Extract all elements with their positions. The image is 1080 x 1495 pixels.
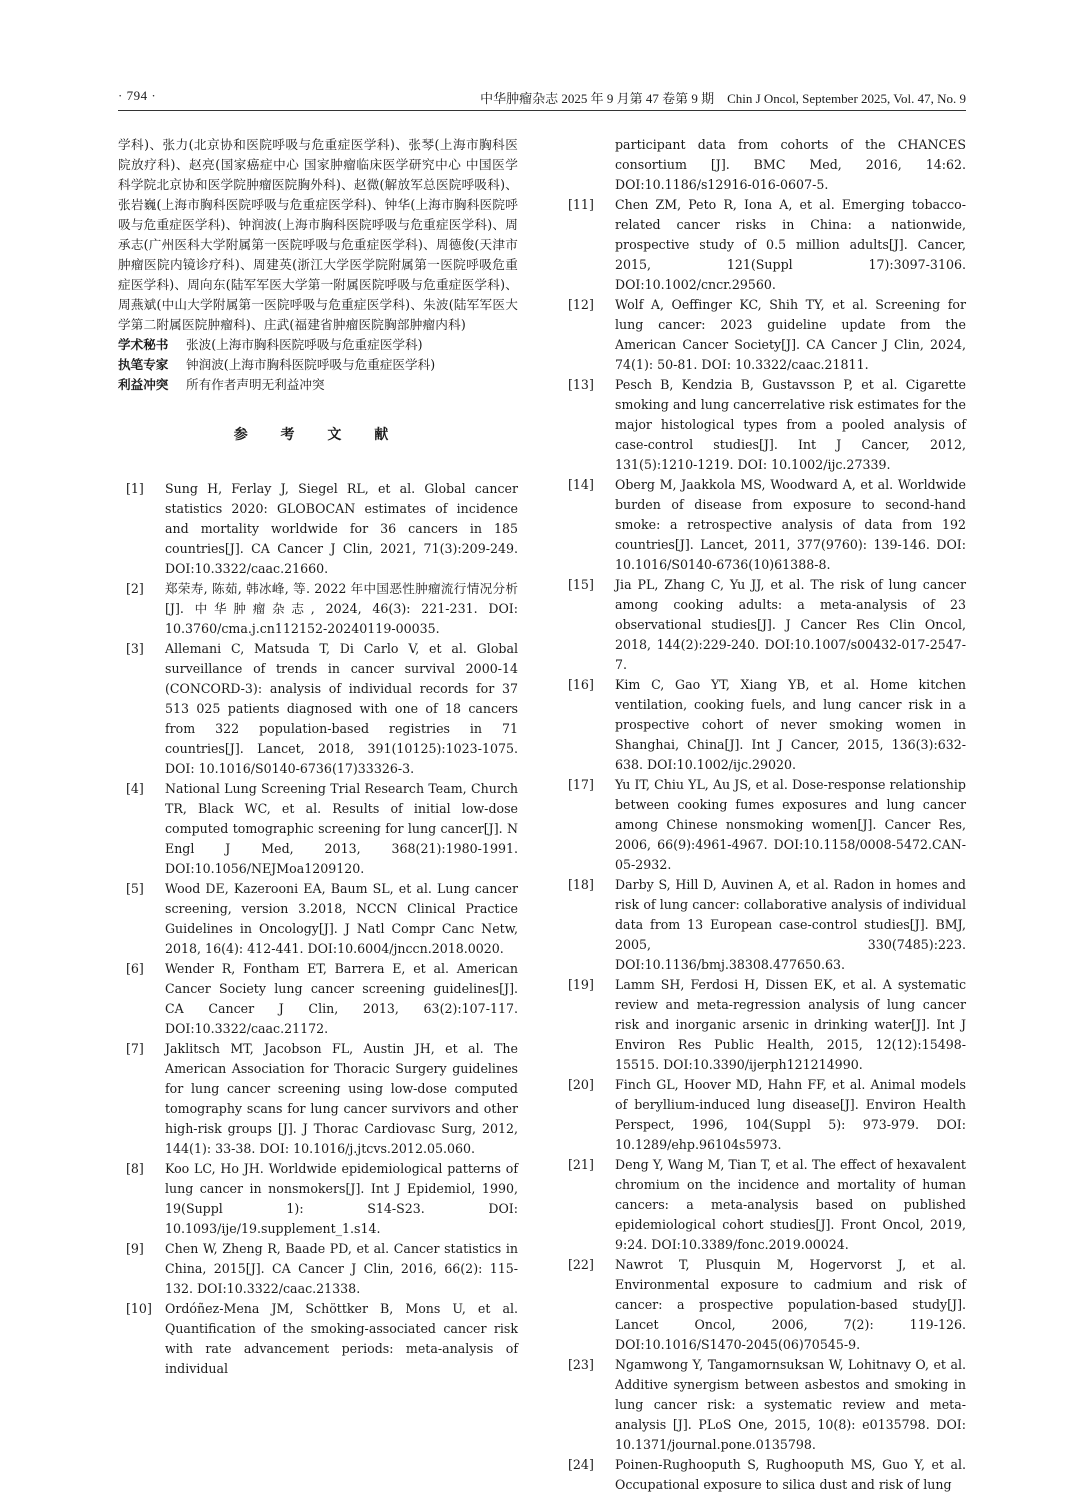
reference-item	[118, 479, 518, 579]
reference-number: [15]	[568, 577, 594, 592]
reference-item	[118, 879, 518, 959]
reference-text: Wood DE, Kazerooni EA, Baum SL, et al. Lung cancer screening, version 3.2018, NCCN Clinical Practice Guidelines in Oncology[J]. J Natl Compr Canc Netw, 2018, 16(4): 412-441. DOI:10.6004/jnccn.2018.0020.	[165, 881, 518, 956]
role-value: 钟润波(上海市胸科医院呼吸与危重症医学科)	[186, 357, 436, 372]
references-heading: 参 考 文 献	[233, 427, 403, 443]
reference-text: Chen W, Zheng R, Baade PD, et al. Cancer statistics in China, 2015[J]. CA Cancer J Clin, 2016, 66(2): 115-132. DOI:10.3322/caac.21338.	[165, 1241, 518, 1296]
reference-number: [19]	[568, 977, 594, 992]
reference-number: [4]	[126, 781, 144, 796]
reference-text: Lamm SH, Ferdosi H, Dissen EK, et al. A systematic review and meta-regression analysis of lung cancer risk and inorganic arsenic in drinking water[J]. Int J Environ Res Public Health, 2015, 12(12):15498-15515. DOI:10.3390/ijerph121214990.	[615, 977, 966, 1072]
role-row	[118, 335, 518, 355]
reference-number: [3]	[126, 641, 144, 656]
reference-text: Poinen-Rughooputh S, Rughooputh MS, Guo Y, et al. Occupational exposure to silica dust and risk of lung	[615, 1457, 966, 1492]
reference-item	[568, 975, 966, 1075]
right-references	[568, 195, 966, 1495]
reference-item	[118, 1039, 518, 1159]
reference-item	[568, 1255, 966, 1355]
reference-number: [13]	[568, 377, 594, 392]
reference-item	[568, 1075, 966, 1155]
committee-members: 学科)、张力(北京协和医院呼吸与危重症医学科)、张琴(上海市胸科医院放疗科)、赵亮(国家癌症中心 国家肿瘤临床医学研究中心 中国医学科学院北京协和医学院肿瘤医院胸外科)、赵微(解放军总医院呼吸科)、张岩巍(上海市胸科医院呼吸与危重症医学科)、钟华(上海市胸科医院呼吸与危重症医学科)、钟润波(上海市胸科医院呼吸与危重症医学科)、周承志(广州医科大学附属第一医院呼吸与危重症医学科)、周德俊(天津市肿瘤医院内镜诊疗科)、周建英(浙江大学医学院附属第一医院呼吸危重症医学科)、周向东(陆军军医大学第一附属医院呼吸与危重症医学科)、周燕斌(中山大学附属第一医院呼吸与危重症医学科)、朱波(陆军军医大学第二附属医院肿瘤科)、庄武(福建省肿瘤医院胸部肿瘤内科)	[118, 137, 518, 332]
reference-number: [9]	[126, 1241, 144, 1256]
reference-item	[118, 579, 518, 639]
running-header	[118, 86, 966, 110]
reference-item	[118, 1299, 518, 1379]
right-column	[568, 135, 966, 1495]
reference-item	[118, 1239, 518, 1299]
reference-item	[568, 675, 966, 775]
reference-item	[118, 959, 518, 1039]
reference-number: [10]	[126, 1301, 152, 1316]
role-label: 执笔专家	[118, 357, 169, 372]
reference-number: [8]	[126, 1161, 144, 1176]
reference-number: [18]	[568, 877, 594, 892]
header-rule	[118, 110, 966, 111]
reference-text: Yu IT, Chiu YL, Au JS, et al. Dose-response relationship between cooking fumes exposures and lung cancer among Chinese nonsmoking women[J]. Cancer Res, 2006, 66(9):4961-4967. DOI:10.1158/0008-5472.CAN-05-2932.	[615, 777, 966, 872]
reference-item	[568, 1455, 966, 1495]
reference-item	[118, 1159, 518, 1239]
reference-number: [20]	[568, 1077, 594, 1092]
reference-text: Jia PL, Zhang C, Yu JJ, et al. The risk of lung cancer among cooking adults: a meta-analysis of 23 observational studies[J]. J Cancer Res Clin Oncol, 2018, 144(2):229-240. DOI:10.1007/s00432-017-2547-7.	[615, 577, 966, 672]
journal-citation: 中华肿瘤杂志 2025 年 9 月第 47 卷第 9 期 Chin J Oncol, September 2025, Vol. 47, No. 9	[480, 91, 966, 106]
reference-number: [14]	[568, 477, 594, 492]
reference-number: [17]	[568, 777, 594, 792]
role-label: 利益冲突	[118, 377, 169, 392]
roles-list	[118, 335, 518, 395]
reference-text: Wolf A, Oeffinger KC, Shih TY, et al. Screening for lung cancer: 2023 guideline update from the American Cancer Society[J]. CA Cancer J Clin, 2024, 74(1): 50-81. DOI: 10.3322/caac.21811.	[615, 297, 966, 372]
reference-number: [12]	[568, 297, 594, 312]
reference-number: [23]	[568, 1357, 594, 1372]
reference-item	[568, 775, 966, 875]
reference-number: [11]	[568, 197, 594, 212]
left-column	[118, 135, 518, 1379]
role-row	[118, 355, 518, 375]
reference-text: Koo LC, Ho JH. Worldwide epidemiological patterns of lung cancer in nonsmokers[J]. Int J Epidemiol, 1990, 19(Suppl 1): S14-S23. DOI: 10.1093/ije/19.supplement_1.s14.	[165, 1161, 518, 1236]
role-value: 张波(上海市胸科医院呼吸与危重症医学科)	[186, 337, 423, 352]
reference-text: Jaklitsch MT, Jacobson FL, Austin JH, et al. The American Association for Thoracic Surgery guidelines for lung cancer screening using low-dose computed tomography scans for lung cancer survivors and other high-risk groups [J]. J Thorac Cardiovasc Surg, 2012, 144(1): 33-38. DOI: 10.1016/j.jtcvs.2012.05.060.	[165, 1041, 518, 1156]
reference-item	[568, 1355, 966, 1455]
left-references	[118, 479, 518, 1379]
reference-item	[568, 475, 966, 575]
reference-number: [22]	[568, 1257, 594, 1272]
reference-text: National Lung Screening Trial Research Team, Church TR, Black WC, et al. Results of initial low-dose computed tomographic screening for lung cancer[J]. N Engl J Med, 2013, 368(21):1980-1991. DOI:10.1056/NEJMoa1209120.	[165, 781, 518, 876]
reference-continuation: participant data from cohorts of the CHANCES consortium [J]. BMC Med, 2016, 14:62. DOI:10.1186/s12916-016-0607-5.	[615, 137, 966, 192]
reference-text: Ngamwong Y, Tangamornsuksan W, Lohitnavy O, et al. Additive synergism between asbestos and smoking in lung cancer risk: a systematic review and meta-analysis [J]. PLoS One, 2015, 10(8): e0135798. DOI: 10.1371/journal.pone.0135798.	[615, 1357, 966, 1452]
role-label: 学术秘书	[118, 337, 169, 352]
role-row	[118, 375, 518, 395]
reference-number: [2]	[126, 581, 144, 596]
reference-item	[118, 639, 518, 779]
reference-text: Sung H, Ferlay J, Siegel RL, et al. Global cancer statistics 2020: GLOBOCAN estimates of incidence and mortality worldwide for 36 cancers in 185 countries[J]. CA Cancer J Clin, 2021, 71(3):209-249. DOI:10.3322/caac.21660.	[165, 481, 518, 576]
reference-text: Deng Y, Wang M, Tian T, et al. The effect of hexavalent chromium on the incidence and mortality of human cancers: a meta-analysis based on published epidemiological cohort studies[J]. Front Oncol, 2019, 9:24. DOI:10.3389/fonc.2019.00024.	[615, 1157, 966, 1252]
role-value: 所有作者声明无利益冲突	[186, 377, 325, 392]
reference-text: 郑荣寿, 陈茹, 韩冰峰, 等. 2022 年中国恶性肿瘤流行情况分析 [J]. 中华肿瘤杂志, 2024, 46(3): 221-231. DOI: 10.3760/cma.j.cn112152-20240119-00035.	[165, 581, 518, 636]
reference-text: Wender R, Fontham ET, Barrera E, et al. American Cancer Society lung cancer screening guidelines[J]. CA Cancer J Clin, 2013, 63(2):107-117. DOI:10.3322/caac.21172.	[165, 961, 518, 1036]
reference-text: Pesch B, Kendzia B, Gustavsson P, et al. Cigarette smoking and lung cancerrelative risk estimates for the major histological types from a pooled analysis of case-control studies[J]. Int J Cancer, 2012, 131(5):1210-1219. DOI: 10.1002/ijc.27339.	[615, 377, 966, 472]
reference-item	[568, 1155, 966, 1255]
reference-text: Darby S, Hill D, Auvinen A, et al. Radon in homes and risk of lung cancer: collaborative analysis of individual data from 13 European case-control studies[J]. BMJ, 2005, 330(7485):223. DOI:10.1136/bmj.38308.477650.63.	[615, 877, 966, 972]
page-number: · 794 ·	[118, 88, 157, 103]
reference-text: Chen ZM, Peto R, Iona A, et al. Emerging tobacco-related cancer risks in China: a nationwide, prospective study of 0.5 million adults[J]. Cancer, 2015, 121(Suppl 17):3097-3106. DOI:10.1002/cncr.29560.	[615, 197, 966, 292]
reference-item	[568, 575, 966, 675]
reference-number: [6]	[126, 961, 144, 976]
reference-number: [21]	[568, 1157, 594, 1172]
reference-number: [16]	[568, 677, 594, 692]
reference-item	[568, 195, 966, 295]
reference-item	[568, 295, 966, 375]
reference-text: Ordóñez-Mena JM, Schöttker B, Mons U, et al. Quantification of the smoking-associated cancer risk with rate advancement periods: meta-analysis of individual	[165, 1301, 518, 1376]
reference-number: [5]	[126, 881, 144, 896]
reference-item	[568, 375, 966, 475]
reference-number: [7]	[126, 1041, 144, 1056]
reference-item	[118, 779, 518, 879]
reference-text: Nawrot T, Plusquin M, Hogervorst J, et al. Environmental exposure to cadmium and risk of cancer: a prospective population-based study[J]. Lancet Oncol, 2006, 7(2): 119-126. DOI:10.1016/S1470-2045(06)70545-9.	[615, 1257, 966, 1352]
reference-number: [24]	[568, 1457, 594, 1472]
reference-text: Finch GL, Hoover MD, Hahn FF, et al. Animal models of beryllium-induced lung disease[J]. Environ Health Perspect, 1996, 104(Suppl 5): 973-979. DOI: 10.1289/ehp.96104s5973.	[615, 1077, 966, 1152]
reference-text: Allemani C, Matsuda T, Di Carlo V, et al. Global surveillance of trends in cancer survival 2000-14 (CONCORD-3): analysis of individual records for 37 513 025 patients diagnosed with one of 18 cancers from 322 population-based registries in 71 countries[J]. Lancet, 2018, 391(10125):1023-1075. DOI: 10.1016/S0140-6736(17)33326-3.	[165, 641, 518, 776]
reference-text: Oberg M, Jaakkola MS, Woodward A, et al. Worldwide burden of disease from exposure to second-hand smoke: a retrospective analysis of data from 192 countries[J]. Lancet, 2011, 377(9760): 139-146. DOI: 10.1016/S0140-6736(10)61388-8.	[615, 477, 966, 572]
reference-item	[568, 875, 966, 975]
reference-text: Kim C, Gao YT, Xiang YB, et al. Home kitchen ventilation, cooking fuels, and lung cancer risk in a prospective cohort of never smoking women in Shanghai, China[J]. Int J Cancer, 2015, 136(3):632-638. DOI:10.1002/ijc.29020.	[615, 677, 966, 772]
reference-number: [1]	[126, 481, 144, 496]
